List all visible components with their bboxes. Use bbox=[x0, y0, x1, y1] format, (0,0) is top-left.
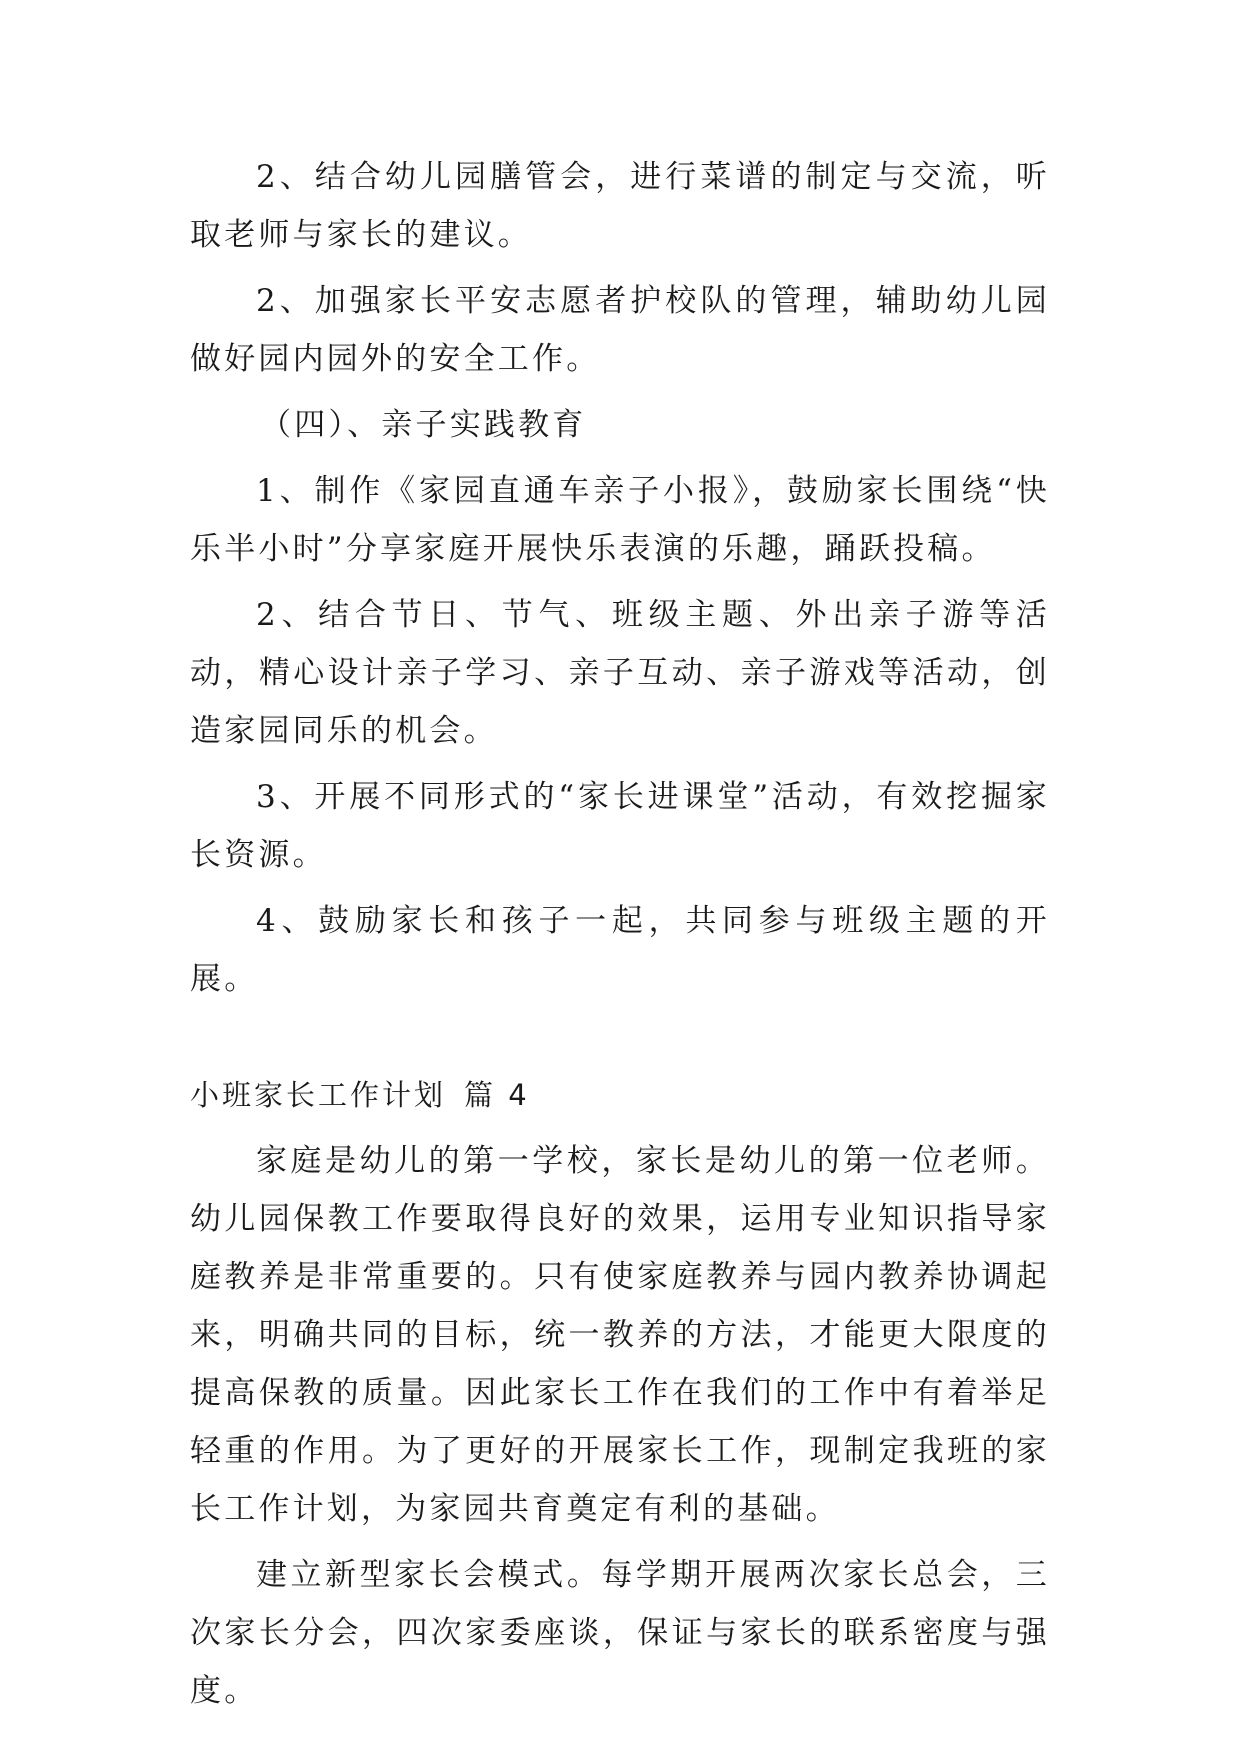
paragraph-class-themes: 4、鼓励家长和孩子一起，共同参与班级主题的开展。 bbox=[190, 903, 1050, 997]
paragraph-newsletter: 1、制作《家园直通车亲子小报》，鼓励家长围绕“快乐半小时”分享家庭开展快乐表演的乐趣，踊跃投稿。 bbox=[190, 473, 1050, 567]
document-body bbox=[190, 148, 1050, 1720]
paragraph-safety-volunteers: 2、加强家长平安志愿者护校队的管理，辅助幼儿园做好园内园外的安全工作。 bbox=[190, 283, 1050, 377]
section-title-text: 小班家长工作计划 bbox=[190, 1078, 447, 1112]
paragraph-parent-meetings: 建立新型家长会模式。每学期开展两次家长总会，三次家长分会，四次家委座谈，保证与家长的联系密度与强度。 bbox=[190, 1557, 1050, 1709]
paragraph-parents-in-classroom: 3、开展不同形式的“家长进课堂”活动，有效挖掘家长资源。 bbox=[190, 779, 1050, 873]
section-part-label: 篇 4 bbox=[464, 1078, 530, 1112]
paragraph-introduction: 家庭是幼儿的第一学校，家长是幼儿的第一位老师。幼儿园保教工作要取得良好的效果，运用专业知识指导家庭教养是非常重要的。只有使家庭教养与园内教养协调起来，明确共同的目标，统一教养的方法，才能更大限度的提高保教的质量。因此家长工作在我们的工作中有着举足轻重的作用。为了更好的开展家长工作，现制定我班的家长工作计划，为家园共育奠定有利的基础。 bbox=[190, 1143, 1050, 1527]
paragraph-festival-activities: 2、结合节日、节气、班级主题、外出亲子游等活动，精心设计亲子学习、亲子互动、亲子游戏等活动，创造家园同乐的机会。 bbox=[190, 597, 1050, 749]
section-title bbox=[190, 1066, 1050, 1124]
paragraph-menu-planning: 2、结合幼儿园膳管会，进行菜谱的制定与交流，听取老师与家长的建议。 bbox=[190, 159, 1050, 253]
sub-heading-parent-child-practice: （四）、亲子实践教育 bbox=[260, 407, 587, 443]
